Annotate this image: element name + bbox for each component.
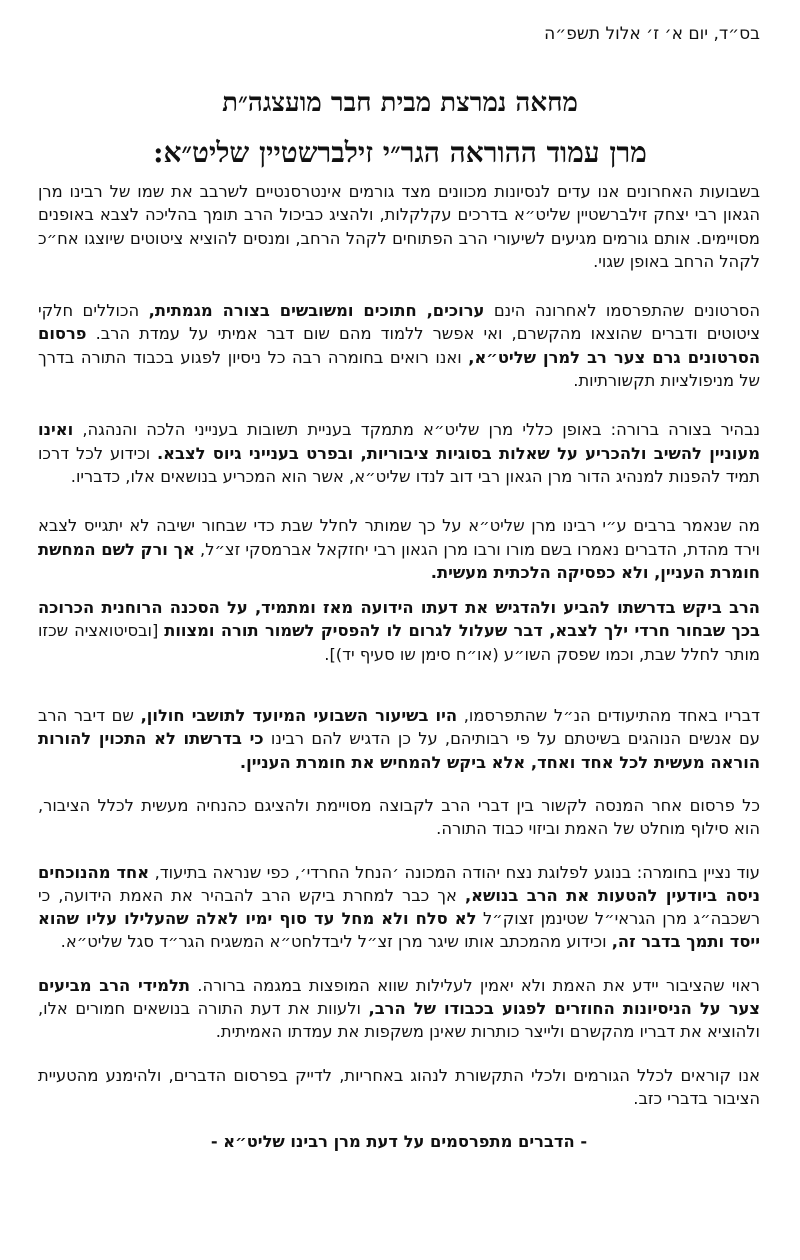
bold-text: הרב ביקש בדרשתו להביע ולהדגיש את דעתו הידועה מאז ומתמיד, על הסכנה הרוחנית הכרוכה בכך שבחור חרדי ילך לצבא, דבר שעלול לגרום לו להפסיק לשמור תורה ומצוות — [38, 598, 760, 641]
signature-line: - הדברים מתפרסמים על דעת מרן רבינו שליט״א - — [210, 1132, 588, 1152]
bold-text: כי בדרשתו לא התכוין להורות הוראה מעשית לכל אחד ואחד, אלא ביקש להמחיש את חומרת העניין. — [38, 729, 760, 772]
paragraph — [38, 794, 760, 841]
text-run: שם דיבר הרב עם אנשים הנוהגים בשיטתם על פי רבותיהם, על כן הדגיש להם רבינו — [38, 706, 761, 749]
text-run: כל פרסום אחר המנסה לקשור בין דברי הרב לקבוצה מסויימת ולהציגם כהנחיה מעשית לכלל הציבור, הוא סילוף מוחלט של האמת וביזוי כבוד התורה. — [38, 795, 760, 839]
subheadline: מרן עמוד ההוראה הגר״י זילברשטיין שליט״א: — [153, 136, 647, 169]
paragraph — [38, 514, 760, 584]
bold-text: אך ורק לשם המחשת חומרת העניין, ולא כפסיקה הלכתית מעשית. — [38, 539, 760, 582]
text-run: דבריו באחד מהתיעודים הנ״ל שהתפרסמו, — [457, 706, 760, 726]
text-run: בשבועות האחרונים אנו עדים לנסיונות מכוונים מצד גורמים אינטרסנטיים לשרבב את שמו של רבינו מרן הגאון רבי יצחק זילברשטיין שליט״א בדרכים עקלקלות, ולהציג כביכול הרב תומך בהליכה לצבא באופנים מסויימים. אותם גורמים מגיעים לשיעורי הרב הפתוחים לקהל הרחב, ומנסים להוציא ציטוטים שיוצגו אח״כ לקהל הרחב באופן שגוי. — [38, 182, 760, 271]
text-run: וכידוע מהמכתב אותו שיגר מרן זצ״ל ליבדלחט״א המשגיח הגר״ד סגל שליט״א. — [60, 932, 612, 952]
text-run: מה שנאמר ברבים ע״י רבינו מרן שליט״א על כך שמותר לחלל שבת כדי שבחור ישיבה לא יתגייס לצבא וירד מהדת, הדברים נאמרו בשם מורו ורבו מרן הגאון רבי יחזקאל אברמסקי זצ״ל, — [38, 516, 760, 559]
bold-text: פרסום הסרטונים גרם צער רב למרן שליט״א, — [38, 324, 761, 367]
bold-text: לא סלח ולא מחל עד סוף ימיו לאלה שהעלילו עליו שהוא ייסד ותמך בדבר זה, — [38, 909, 760, 952]
paragraph — [38, 1064, 760, 1111]
text-run: הסרטונים שהתפרסמו לאחרונה הינם — [484, 301, 760, 321]
paragraph — [38, 418, 760, 488]
bold-text: ערוכים, חתוכים ומשובשים בצורה מגמתית, — [148, 301, 485, 321]
text-run: נבהיר בצורה ברורה: באופן כללי מרן שליט״א מתמקד בעניית תשובות בענייני הלכה והנהגה, — [73, 420, 760, 440]
headline: מחאה נמרצת מבית חבר מועצגה״ת — [222, 88, 578, 118]
bold-text: תלמידי הרב מביעים צער על הניסיונות החוזרים לפגוע בכבודו של הרב, — [38, 975, 761, 1019]
text-run: אנו קוראים לכלל הגורמים ולכלי התקשורת לנהוג באחריות, לדייק בפרסום הדברים, ולהימנע מהטעיית הציבור בדברי כזב. — [38, 1065, 760, 1108]
text-run: הכוללים חלקי ציטוטים ודברים שהוצאו מהקשרם, ואי אפשר ללמוד מהם שום דבר אמיתי על עמדת הרב. — [38, 301, 760, 344]
text-run: אך כבר למחרת ביקש הרב להבהיר את האמת הידועה, כי רשכבה״ג מרן הגראי״ל שטינמן זצוק״ל — [38, 885, 761, 929]
text-run: עוד נציין בחומרה: בנוגע לפלוגת נצח יהודה המכונה ׳הנחל החרדי׳, כפי שנראה בתיעוד, — [149, 862, 760, 882]
paragraph — [38, 596, 760, 666]
paragraph — [38, 180, 760, 273]
date-line: בס״ד, יום א׳ ז׳ אלול תשפ״ה — [544, 24, 760, 44]
document-body — [38, 180, 760, 1154]
text-run: ואנו רואים בחומרה רבה כל ניסיון לפגוע בכבוד התורה בדרך של מניפולציות תקשורתיות. — [38, 347, 760, 391]
text-run: ראוי שהציבור יידע את האמת ולא יאמין לעלילות שווא המופצות במגמה ברורה. — [189, 975, 760, 995]
text-run: [ובסיטואציה שכזו מותר לחלל שבת, וכמו שפסק השו״ע (או״ח סימן שו סעיף יד)]. — [38, 621, 760, 664]
bold-text: אחד מהנוכחים ניסה ביודעין להטעות את הרב בנושא, — [38, 862, 760, 905]
bold-text: היו בשיעור השבועי המיועד לתושבי חולון, — [140, 706, 458, 726]
paragraph — [38, 974, 760, 1044]
text-run: וכידוע לכל דרכו תמיד להפנות למנהיג הדור מרן הגאון רבי דוב לנדו שליט״א, אשר הוא המכריע בנושאים אלו, כדבריו. — [38, 443, 760, 486]
paragraph — [38, 704, 760, 774]
bold-text: ואינו מעוניין להשיב ולהכריע על שאלות בסוגיות ציבוריות, ובפרט בענייני גיוס לצבא. — [38, 420, 760, 463]
paragraph — [38, 299, 760, 392]
paragraph — [38, 861, 760, 954]
text-run: ולעוות את דעת התורה בנושאים חמורים אלו, ולהוציא את דבריו מהקשרם ולייצר כותרות שאינן משקפות את עמדתו האמיתית. — [38, 999, 760, 1042]
